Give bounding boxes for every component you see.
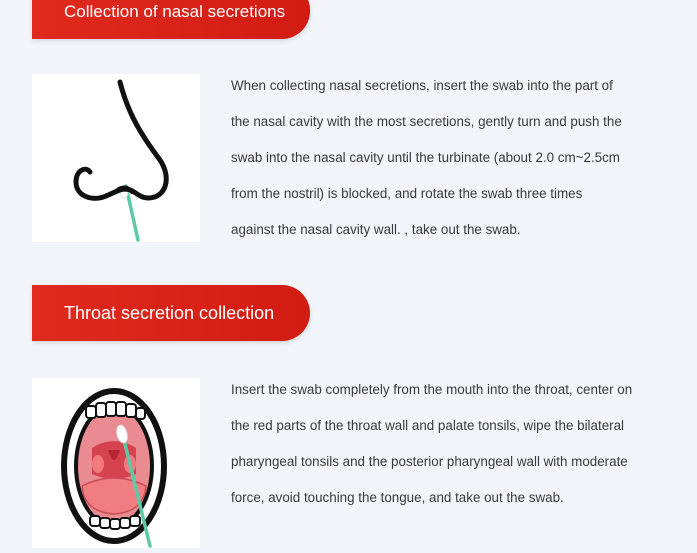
nasal-instructions: When collecting nasal secretions, insert the swab into the part of the nasal cavity with the most secretions, gently turn and push the swab into the nasal cavity until the turbinate (about 2.0 cm~2.5cm from the nostril) is blocked, and rotate the swab three times against the nasal cavity wall. , take out the swab.: [231, 78, 622, 237]
open-mouth-icon: [32, 378, 200, 548]
nose-swab-illustration: [32, 74, 200, 242]
throat-section-title: Throat secretion collection: [64, 302, 275, 323]
nose-icon: [32, 74, 200, 242]
mouth-swab-illustration: [32, 378, 200, 548]
throat-instructions: Insert the swab completely from the mouth into the throat, center on the red parts of the throat wall and palate tonsils, wipe the bilateral pharyngeal tonsils and the posterior pharyngeal wall with moderate force, avoid touching the tongue, and take out the swab.: [231, 382, 633, 505]
nasal-section-title: Collection of nasal secretions: [64, 2, 286, 21]
throat-section-header: [32, 285, 310, 341]
nasal-section-header: [32, 0, 310, 39]
